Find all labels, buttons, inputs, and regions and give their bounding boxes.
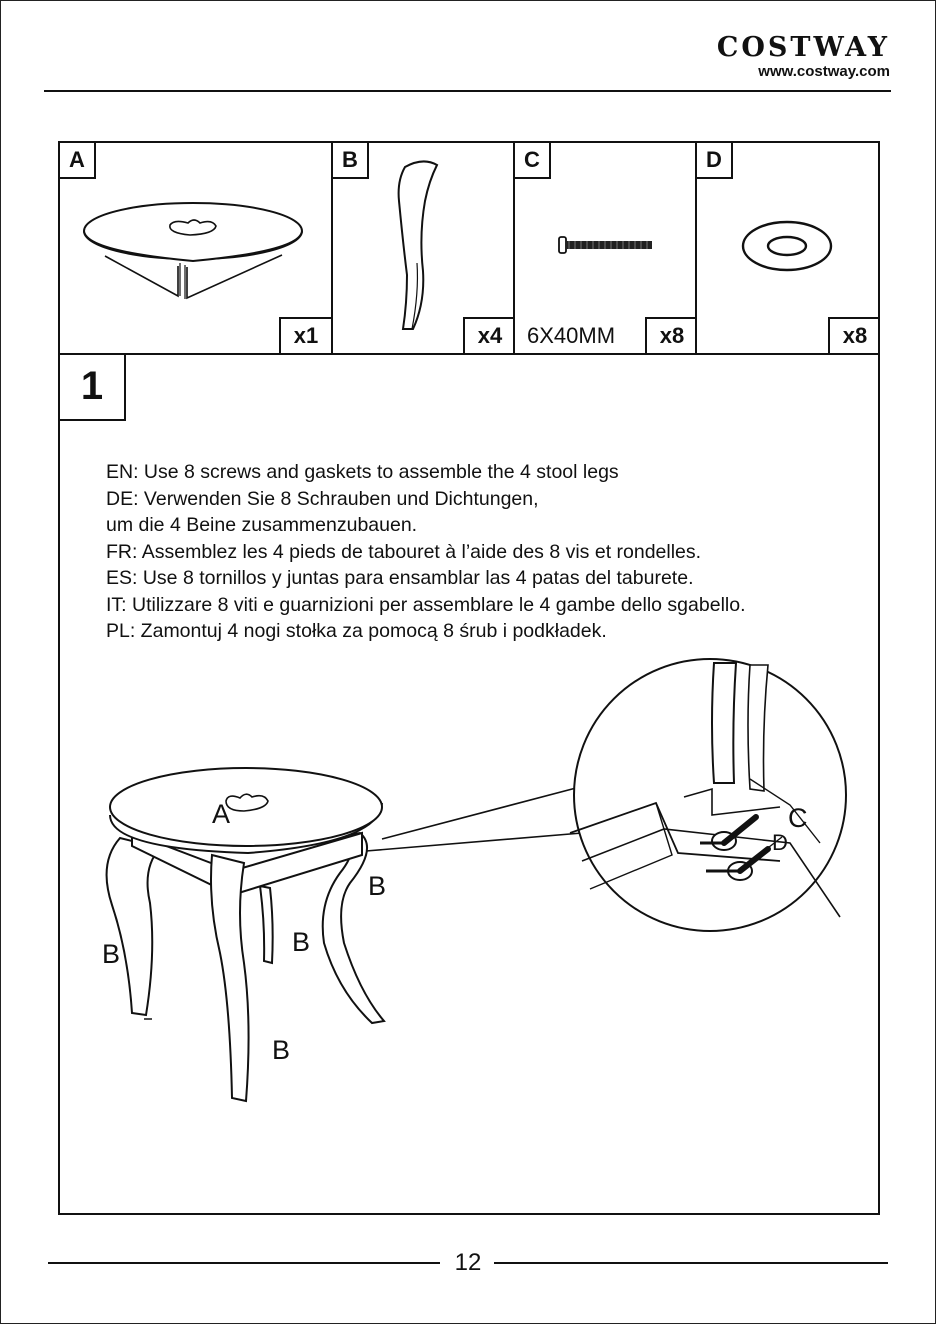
- brand-url: www.costway.com: [758, 63, 890, 80]
- instruction-frame: [58, 141, 880, 1215]
- part-b-letter: B: [333, 143, 369, 179]
- footer-rule-left: [48, 1262, 440, 1264]
- part-c-letter: C: [515, 143, 551, 179]
- instruction-line-fr: FR: Assemblez les 4 pieds de tabouret à l’aide des 8 vis et rondelles.: [106, 540, 702, 563]
- instruction-line-es: ES: Use 8 tornillos y juntas para ensamblar las 4 patas del taburete.: [106, 567, 694, 589]
- part-c-spec: 6X40MM: [527, 323, 616, 348]
- instruction-line-pl: PL: Zamontuj 4 nogi stołka za pomocą 8 śrub i podkładek.: [106, 620, 607, 642]
- part-a-qty: x1: [279, 317, 331, 353]
- callout-a: A: [212, 799, 231, 829]
- callout-b-front: B: [272, 1035, 291, 1065]
- stool-drawing: [107, 768, 387, 1101]
- callout-c: C: [788, 803, 808, 833]
- brand-logo: COSTWAY: [716, 32, 890, 63]
- instruction-line-en: EN: Use 8 screws and gaskets to assemble the 4 stool legs: [106, 461, 619, 483]
- callout-b-left: B: [102, 939, 121, 969]
- instruction-line-it: IT: Utilizzare 8 viti e guarnizioni per assemblare le 4 gambe dello sgabello.: [106, 593, 746, 616]
- part-a-letter: A: [60, 143, 96, 179]
- instruction-line-de: DE: Verwenden Sie 8 Schrauben und Dichtungen,: [106, 487, 539, 510]
- step-number: 1: [60, 353, 126, 421]
- part-c-qty: x8: [645, 317, 697, 353]
- callout-b-right: B: [368, 871, 387, 901]
- footer-rule-right: [494, 1262, 888, 1264]
- part-d-qty: x8: [828, 317, 880, 353]
- callout-d: D: [772, 830, 788, 855]
- part-d-letter: D: [697, 143, 733, 179]
- instruction-line-de-cont: um die 4 Beine zusammenzubauen.: [106, 514, 418, 536]
- part-b-qty: x4: [463, 317, 515, 353]
- header-divider: [44, 90, 891, 92]
- brand-header: [717, 34, 890, 80]
- callout-b-back: B: [292, 927, 311, 957]
- page-number: 12: [454, 1249, 482, 1276]
- detail-zoom: [570, 659, 846, 931]
- assembly-illustration: [60, 143, 878, 1213]
